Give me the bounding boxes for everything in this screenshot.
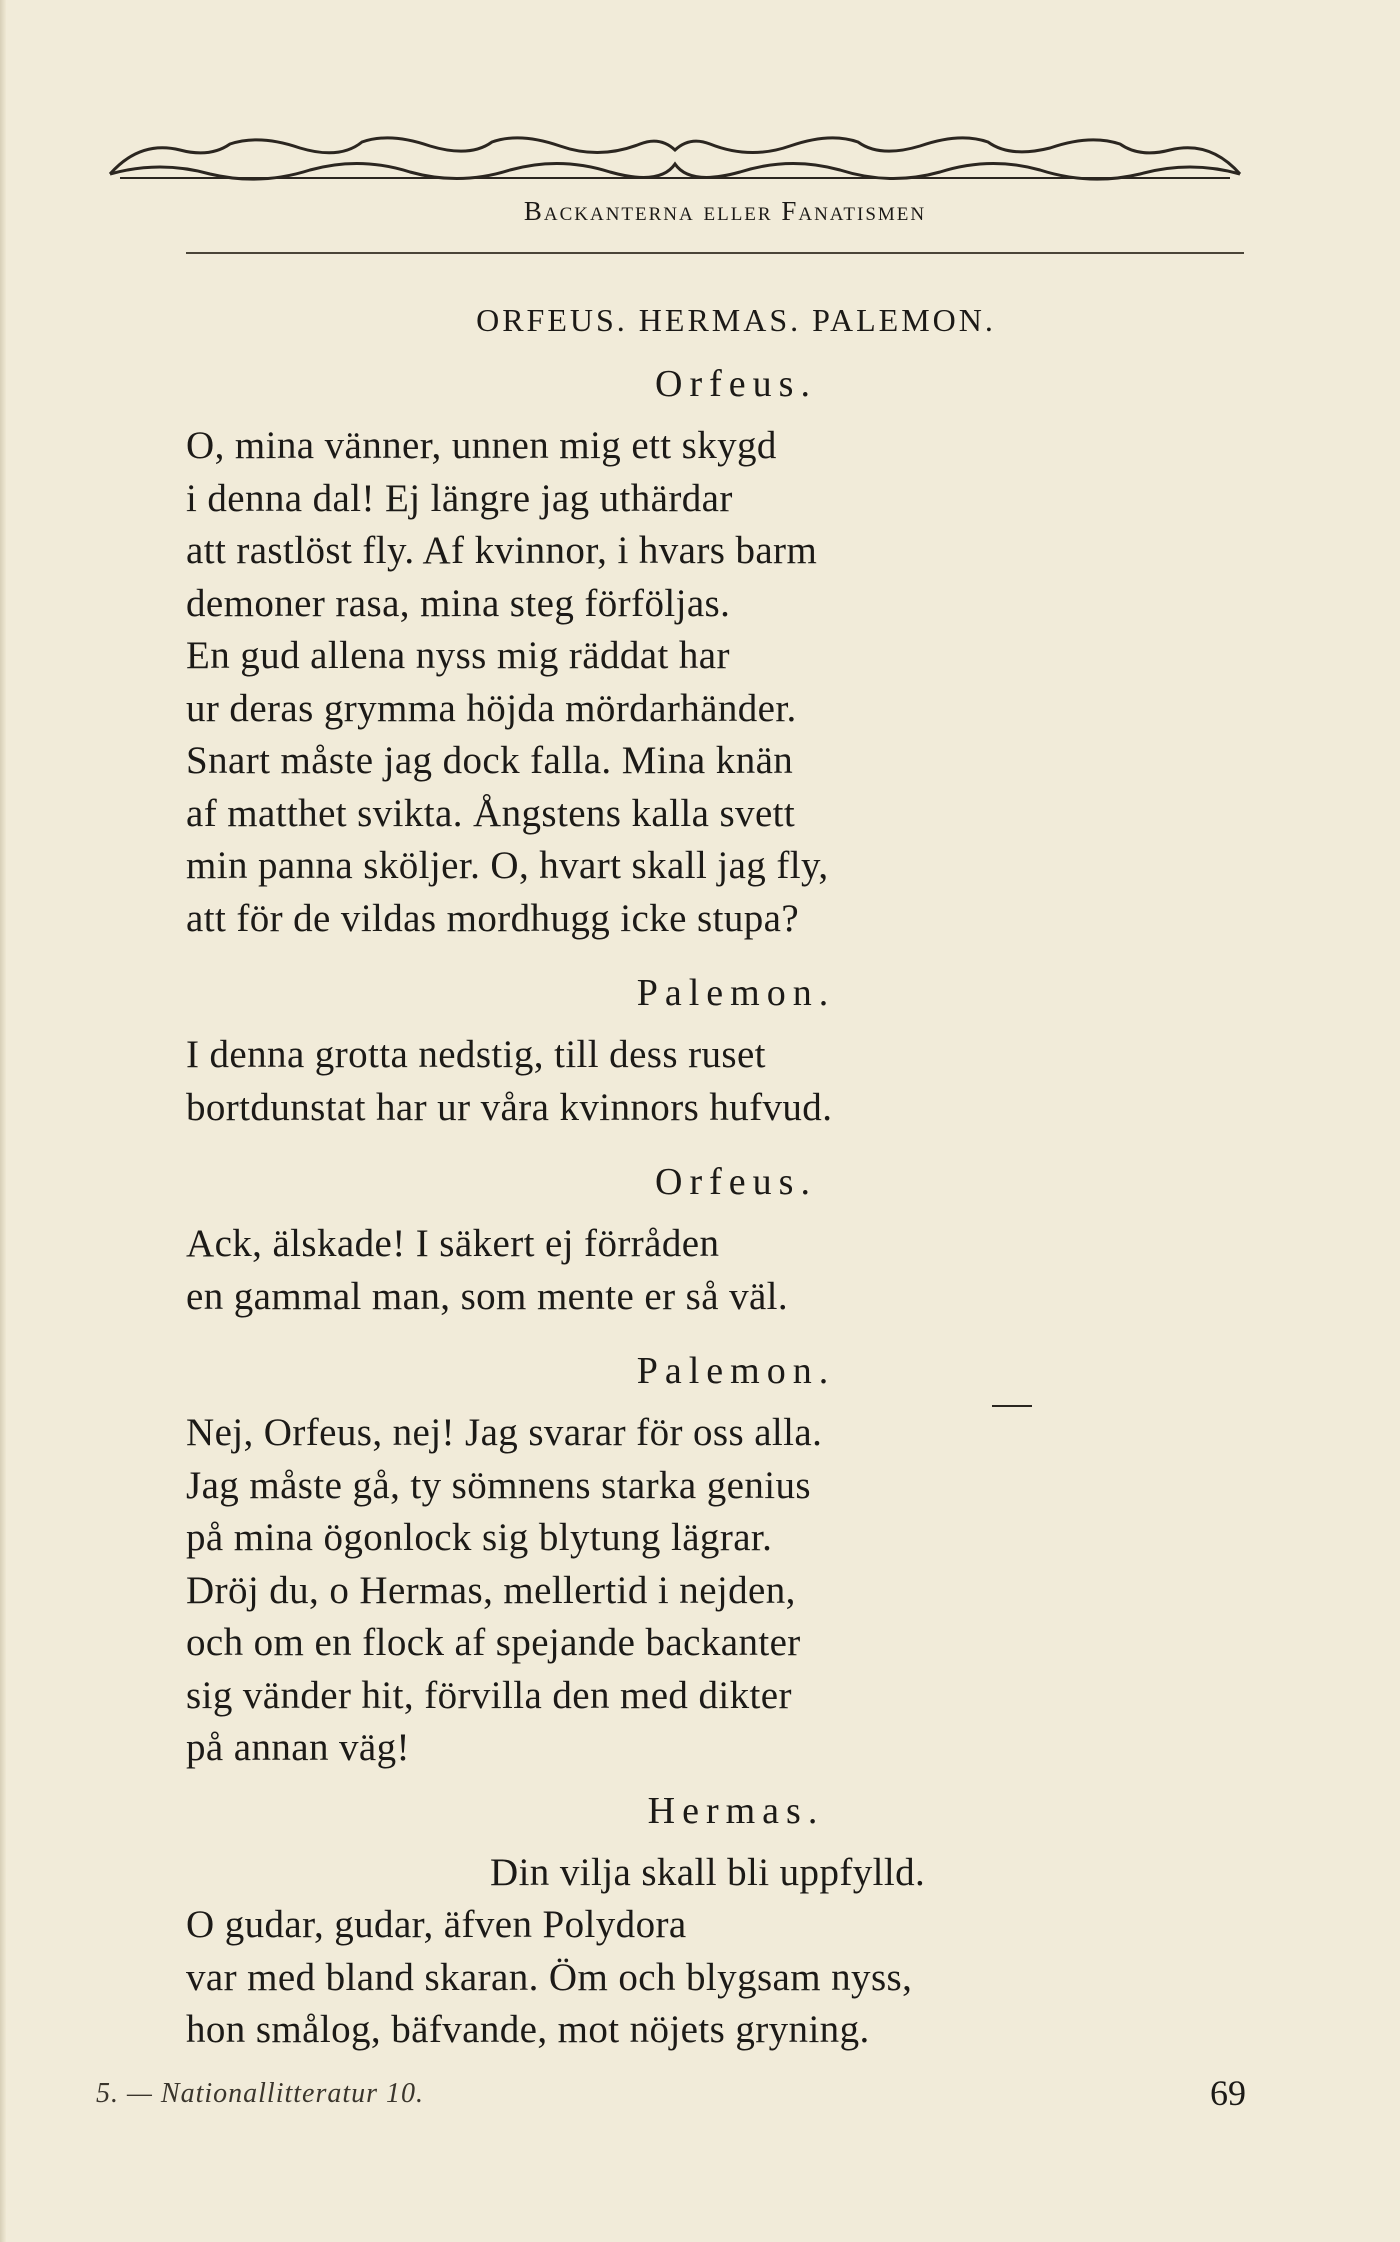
speaker-name: Palemon.	[636, 972, 836, 1014]
verse-line: ur deras grymma höjda mördarhänder.	[186, 686, 797, 730]
verse-line: att rastlöst fly. Af kvinnor, i hvars barm	[186, 529, 818, 572]
em-dash	[992, 1405, 1032, 1407]
verse-line: O, mina vänner, unnen mig ett skygd	[186, 424, 777, 467]
verse-line: på annan väg!	[186, 1726, 410, 1769]
speaker-name: Palemon.	[636, 1350, 836, 1392]
verse-line: Din vilja skall bli uppfylld.	[490, 1850, 926, 1894]
running-head: Backanterna eller Fanatismen	[523, 196, 927, 226]
verse-line: O gudar, gudar, äfven Polydora	[186, 1903, 687, 1946]
verse-line: demoner rasa, mina steg förföljas.	[186, 581, 731, 625]
speaker-name: Hermas.	[647, 1789, 825, 1832]
cast-list: ORFEUS. HERMAS. PALEMON.	[476, 302, 996, 338]
verse-line: på mina ögonlock sig blytung lägrar.	[186, 1516, 773, 1559]
page-number: 69	[1210, 2073, 1246, 2113]
verse-line: Snart måste jag dock falla. Mina knän	[186, 739, 794, 782]
verse-line: En gud allena nyss mig räddat har	[186, 634, 730, 677]
verse-line: I denna grotta nedstig, till dess ruset	[186, 1033, 766, 1076]
printer-signature: 5. — Nationallitteratur 10.	[96, 2078, 425, 2109]
ornamental-header-band	[100, 130, 1250, 190]
play-text	[186, 292, 1266, 2057]
verse-line: Nej, Orfeus, nej! Jag svarar för oss alla.	[186, 1411, 823, 1454]
verse-line: hon smålog, bäfvande, mot nöjets gryning.	[186, 2008, 870, 2051]
verse-line: en gammal man, som mente er så väl.	[186, 1274, 789, 1318]
verse-line: Dröj du, o Hermas, mellertid i nejden,	[186, 1568, 796, 1612]
verse-line: var med bland skaran. Öm och blygsam nyss,	[186, 1955, 913, 1999]
verse-line: i denna dal! Ej längre jag uthärdar	[186, 476, 733, 520]
speaker-name: Orfeus.	[655, 363, 817, 405]
verse-line: att för de vildas mordhugg icke stupa?	[186, 896, 800, 940]
verse-line: sig vänder hit, förvilla den med dikter	[186, 1673, 792, 1717]
verse-line: af matthet svikta. Ångstens kalla svett	[186, 791, 796, 835]
verse-line: bortdunstat har ur våra kvinnors hufvud.	[186, 1085, 833, 1129]
page-edge	[0, 0, 6, 2242]
verse-line: Ack, älskade! I säkert ej förråden	[186, 1222, 720, 1265]
verse-line: min panna sköljer. O, hvart skall jag fly,	[186, 844, 829, 887]
page-footer	[96, 2072, 1246, 2120]
verse-line: och om en flock af spejande backanter	[186, 1621, 801, 1664]
header-rule	[186, 252, 1244, 254]
verse-line: Jag måste gå, ty sömnens starka genius	[186, 1463, 811, 1507]
speaker-name: Orfeus.	[655, 1161, 817, 1203]
